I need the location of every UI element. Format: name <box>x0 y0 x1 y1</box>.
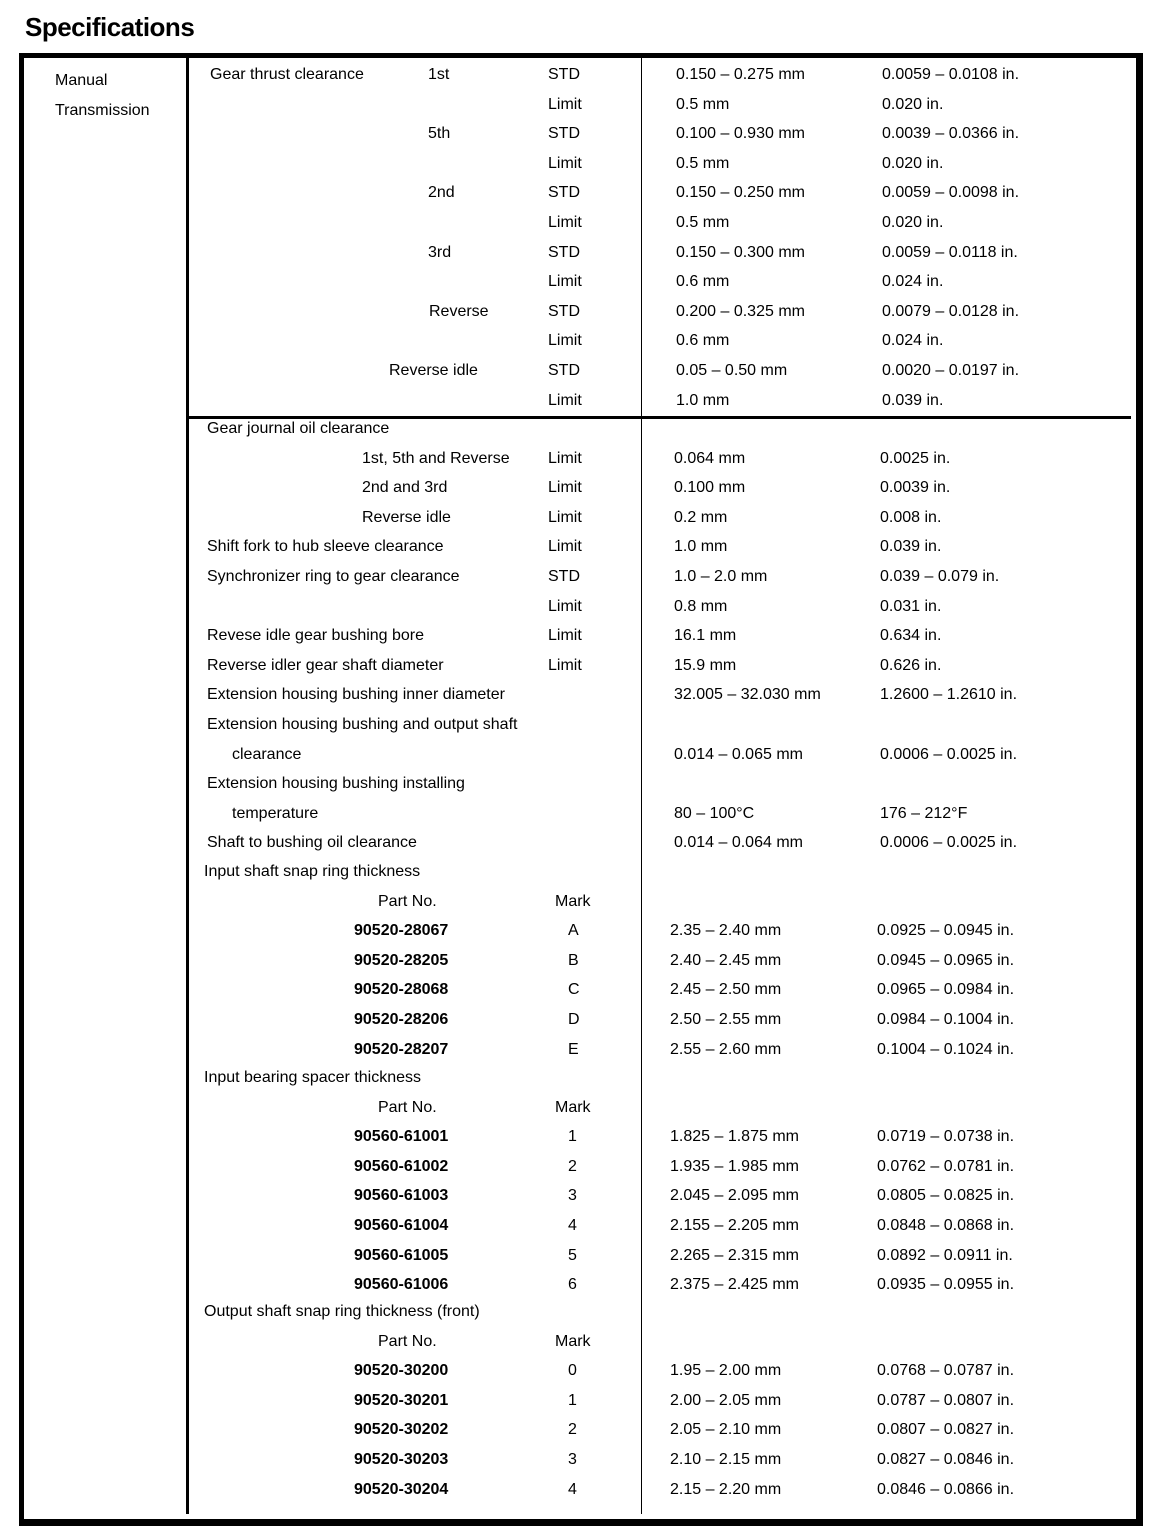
value-mm: 0.100 – 0.930 mm <box>676 125 805 143</box>
part-number: 90520-28207 <box>354 1040 449 1058</box>
mark: 5 <box>568 1246 577 1264</box>
output-snap-ring-label: Output shaft snap ring thickness (front) <box>204 1303 480 1320</box>
spec-type: STD <box>548 568 580 585</box>
value-mm: 0.150 – 0.250 mm <box>676 184 805 202</box>
value-in: 0.0006 – 0.0025 in. <box>880 834 1018 852</box>
spec-type: Limit <box>548 627 582 645</box>
value-mm: 1.0 mm <box>674 538 728 556</box>
spec-label: Extension housing bushing and output shaft <box>207 716 518 733</box>
value-mm: 15.9 mm <box>674 656 737 674</box>
mark: C <box>568 981 580 999</box>
part-number: 90560-61004 <box>354 1217 449 1234</box>
spec-type: Limit <box>548 508 582 526</box>
value-in: 0.0762 – 0.0781 in. <box>877 1157 1015 1175</box>
value-in: 0.039 in. <box>880 538 942 556</box>
part-number: 90520-30201 <box>354 1391 449 1409</box>
spec-type: Limit <box>548 273 582 291</box>
part-number: 90560-61003 <box>354 1187 449 1205</box>
part-no-header: Part No. <box>378 1098 437 1116</box>
part-number: 90520-30204 <box>354 1480 449 1498</box>
spec-type: STD <box>548 184 580 202</box>
value-mm: 2.50 – 2.55 mm <box>670 1011 782 1028</box>
value-mm: 2.05 – 2.10 mm <box>670 1421 782 1439</box>
mark-header: Mark <box>555 892 591 910</box>
value-in: 0.0787 – 0.0807 in. <box>877 1391 1015 1409</box>
value-in: 0.020 in. <box>882 95 944 113</box>
part-number: 90520-30203 <box>354 1451 449 1468</box>
part-number: 90560-61001 <box>354 1128 449 1146</box>
value-in: 0.024 in. <box>882 273 944 291</box>
value-mm: 0.8 mm <box>674 597 728 615</box>
value-mm: 2.10 – 2.15 mm <box>670 1451 782 1468</box>
part-number: 90520-30200 <box>354 1362 449 1380</box>
spec-type: Limit <box>548 332 582 350</box>
gear-name: 5th <box>428 125 451 143</box>
spec-type: Limit <box>548 214 582 231</box>
value-mm: 0.5 mm <box>676 95 730 113</box>
value-in: 0.0006 – 0.0025 in. <box>880 745 1018 763</box>
value-mm: 1.825 – 1.875 mm <box>670 1128 799 1146</box>
value-mm: 2.35 – 2.40 mm <box>670 922 782 940</box>
value-in: 0.0768 – 0.0787 in. <box>877 1362 1015 1380</box>
value-in: 0.0945 – 0.0965 in. <box>877 951 1015 969</box>
spec-type: STD <box>548 66 580 83</box>
part-no-header: Part No. <box>378 892 437 910</box>
spec-label: 2nd and 3rd <box>362 479 448 497</box>
value-in: 1.2600 – 1.2610 in. <box>880 686 1018 704</box>
value-divider <box>641 58 642 1514</box>
page-title: Specifications <box>25 12 195 42</box>
spec-type: Limit <box>548 538 582 556</box>
category-line-1: Manual <box>55 72 108 89</box>
value-in: 0.0807 – 0.0827 in. <box>877 1421 1015 1439</box>
value-in: 0.039 – 0.079 in. <box>880 568 1000 585</box>
mark: 2 <box>568 1421 577 1439</box>
mark-header: Mark <box>555 1098 591 1116</box>
value-mm: 0.150 – 0.275 mm <box>676 66 805 83</box>
value-in: 0.0892 – 0.0911 in. <box>877 1246 1013 1264</box>
mark: D <box>568 1011 580 1028</box>
value-in: 0.0719 – 0.0738 in. <box>877 1128 1015 1146</box>
value-mm: 0.2 mm <box>674 508 728 526</box>
value-in: 0.0805 – 0.0825 in. <box>877 1187 1015 1205</box>
value-in: 0.634 in. <box>880 627 942 645</box>
mark: 3 <box>568 1187 577 1205</box>
value-mm: 0.064 mm <box>674 449 746 467</box>
mark: A <box>568 922 579 940</box>
value-in: 0.031 in. <box>880 597 942 615</box>
value-in: 0.0848 – 0.0868 in. <box>877 1217 1015 1234</box>
gear-name: 2nd <box>428 184 455 202</box>
gear-name: 1st <box>428 66 450 83</box>
spec-label: Reverse idle <box>362 508 451 526</box>
part-number: 90560-61005 <box>354 1246 449 1264</box>
spec-type: Limit <box>548 391 582 409</box>
value-mm: 2.375 – 2.425 mm <box>670 1276 799 1294</box>
category-divider <box>186 58 189 1514</box>
value-mm: 1.0 – 2.0 mm <box>674 568 768 585</box>
value-mm: 0.5 mm <box>676 214 730 231</box>
value-in: 0.0984 – 0.1004 in. <box>877 1011 1015 1028</box>
spec-label: 1st, 5th and Reverse <box>362 449 510 467</box>
input-snap-ring-label: Input shaft snap ring thickness <box>204 863 421 880</box>
value-mm: 0.014 – 0.065 mm <box>674 745 803 763</box>
spec-type: Limit <box>548 449 582 467</box>
mark: 1 <box>568 1391 577 1409</box>
value-mm: 1.935 – 1.985 mm <box>670 1157 799 1175</box>
spec-type: Limit <box>548 154 582 172</box>
category-line-2: Transmission <box>55 102 150 119</box>
value-in: 0.626 in. <box>880 656 942 674</box>
mark: 3 <box>568 1451 577 1468</box>
value-mm: 1.95 – 2.00 mm <box>670 1362 782 1380</box>
value-mm: 32.005 – 32.030 mm <box>674 686 821 704</box>
value-mm: 0.100 mm <box>674 479 746 497</box>
mark-header: Mark <box>555 1332 591 1350</box>
value-in: 0.0846 – 0.0866 in. <box>877 1480 1015 1498</box>
value-mm: 0.014 – 0.064 mm <box>674 834 803 852</box>
value-mm: 0.6 mm <box>676 332 730 350</box>
part-number: 90520-28205 <box>354 951 449 969</box>
value-mm: 0.5 mm <box>676 154 730 172</box>
spec-type: STD <box>548 243 580 261</box>
value-mm: 16.1 mm <box>674 627 737 645</box>
value-in: 0.008 in. <box>880 508 942 526</box>
spec-type: STD <box>548 125 580 143</box>
mark: 1 <box>568 1128 577 1146</box>
value-in: 0.0965 – 0.0984 in. <box>877 981 1015 999</box>
value-mm: 2.265 – 2.315 mm <box>670 1246 799 1264</box>
value-in: 0.0039 in. <box>880 479 951 497</box>
category-label <box>55 66 150 126</box>
value-in: 0.0025 in. <box>880 449 951 467</box>
value-in: 0.1004 – 0.1024 in. <box>877 1040 1015 1058</box>
part-number: 90520-28206 <box>354 1011 449 1028</box>
mark: E <box>568 1040 579 1058</box>
mark: B <box>568 951 579 969</box>
part-number: 90520-30202 <box>354 1421 449 1439</box>
value-mm: 0.6 mm <box>676 273 730 291</box>
part-number: 90560-61006 <box>354 1276 449 1294</box>
value-mm: 80 – 100°C <box>674 804 755 822</box>
value-in: 0.0039 – 0.0366 in. <box>882 125 1020 143</box>
value-mm: 2.45 – 2.50 mm <box>670 981 782 999</box>
spec-label: clearance <box>232 745 302 763</box>
spec-label: Gear journal oil clearance <box>207 420 390 437</box>
value-in: 0.024 in. <box>882 332 944 350</box>
value-mm: 2.00 – 2.05 mm <box>670 1391 782 1409</box>
spec-label: Extension housing bushing installing <box>207 775 465 793</box>
value-mm: 2.55 – 2.60 mm <box>670 1040 782 1058</box>
value-in: 0.0079 – 0.0128 in. <box>882 302 1020 320</box>
spec-type: Limit <box>548 479 582 497</box>
spec-type: Limit <box>548 95 582 113</box>
value-in: 0.020 in. <box>882 154 944 172</box>
value-in: 0.0827 – 0.0846 in. <box>877 1451 1015 1468</box>
value-in: 0.0935 – 0.0955 in. <box>877 1276 1015 1294</box>
value-in: 0.0925 – 0.0945 in. <box>877 922 1015 940</box>
spec-label: Extension housing bushing inner diameter <box>207 686 505 704</box>
spec-label: Revese idle gear bushing bore <box>207 627 425 645</box>
spec-type: Limit <box>548 597 582 615</box>
value-mm: 1.0 mm <box>676 391 730 409</box>
mark: 4 <box>568 1480 577 1498</box>
mark: 0 <box>568 1362 577 1380</box>
value-mm: 2.40 – 2.45 mm <box>670 951 782 969</box>
spec-label: Reverse idler gear shaft diameter <box>207 656 444 674</box>
part-number: 90520-28067 <box>354 922 449 940</box>
value-mm: 0.150 – 0.300 mm <box>676 243 805 261</box>
value-mm: 2.15 – 2.20 mm <box>670 1480 782 1498</box>
value-in: 176 – 212°F <box>880 804 968 822</box>
gear-name: 3rd <box>428 243 452 261</box>
value-mm: 2.045 – 2.095 mm <box>670 1187 799 1205</box>
value-in: 0.039 in. <box>882 391 944 409</box>
spec-label: Shaft to bushing oil clearance <box>207 834 417 852</box>
spec-type: STD <box>548 362 580 379</box>
input-bearing-spacer-label: Input bearing spacer thickness <box>204 1069 422 1086</box>
part-number: 90560-61002 <box>354 1157 449 1175</box>
mark: 2 <box>568 1157 577 1175</box>
value-in: 0.020 in. <box>882 214 944 231</box>
value-in: 0.0020 – 0.0197 in. <box>882 362 1020 379</box>
part-no-header: Part No. <box>378 1332 437 1350</box>
gear-name: Reverse idle <box>389 362 478 379</box>
value-in: 0.0059 – 0.0118 in. <box>882 243 1018 261</box>
mark: 4 <box>568 1217 577 1234</box>
spec-label: temperature <box>232 804 319 822</box>
spec-label: Shift fork to hub sleeve clearance <box>207 538 444 556</box>
spec-type: STD <box>548 302 580 320</box>
gear-thrust-label: Gear thrust clearance <box>210 66 364 83</box>
mark: 6 <box>568 1276 577 1294</box>
value-in: 0.0059 – 0.0108 in. <box>882 66 1020 83</box>
gear-name: Reverse <box>429 302 489 320</box>
value-in: 0.0059 – 0.0098 in. <box>882 184 1020 202</box>
value-mm: 0.200 – 0.325 mm <box>676 302 805 320</box>
part-number: 90520-28068 <box>354 981 449 999</box>
spec-type: Limit <box>548 656 582 674</box>
value-mm: 2.155 – 2.205 mm <box>670 1217 799 1234</box>
spec-label: Synchronizer ring to gear clearance <box>207 568 460 585</box>
value-mm: 0.05 – 0.50 mm <box>676 362 788 379</box>
